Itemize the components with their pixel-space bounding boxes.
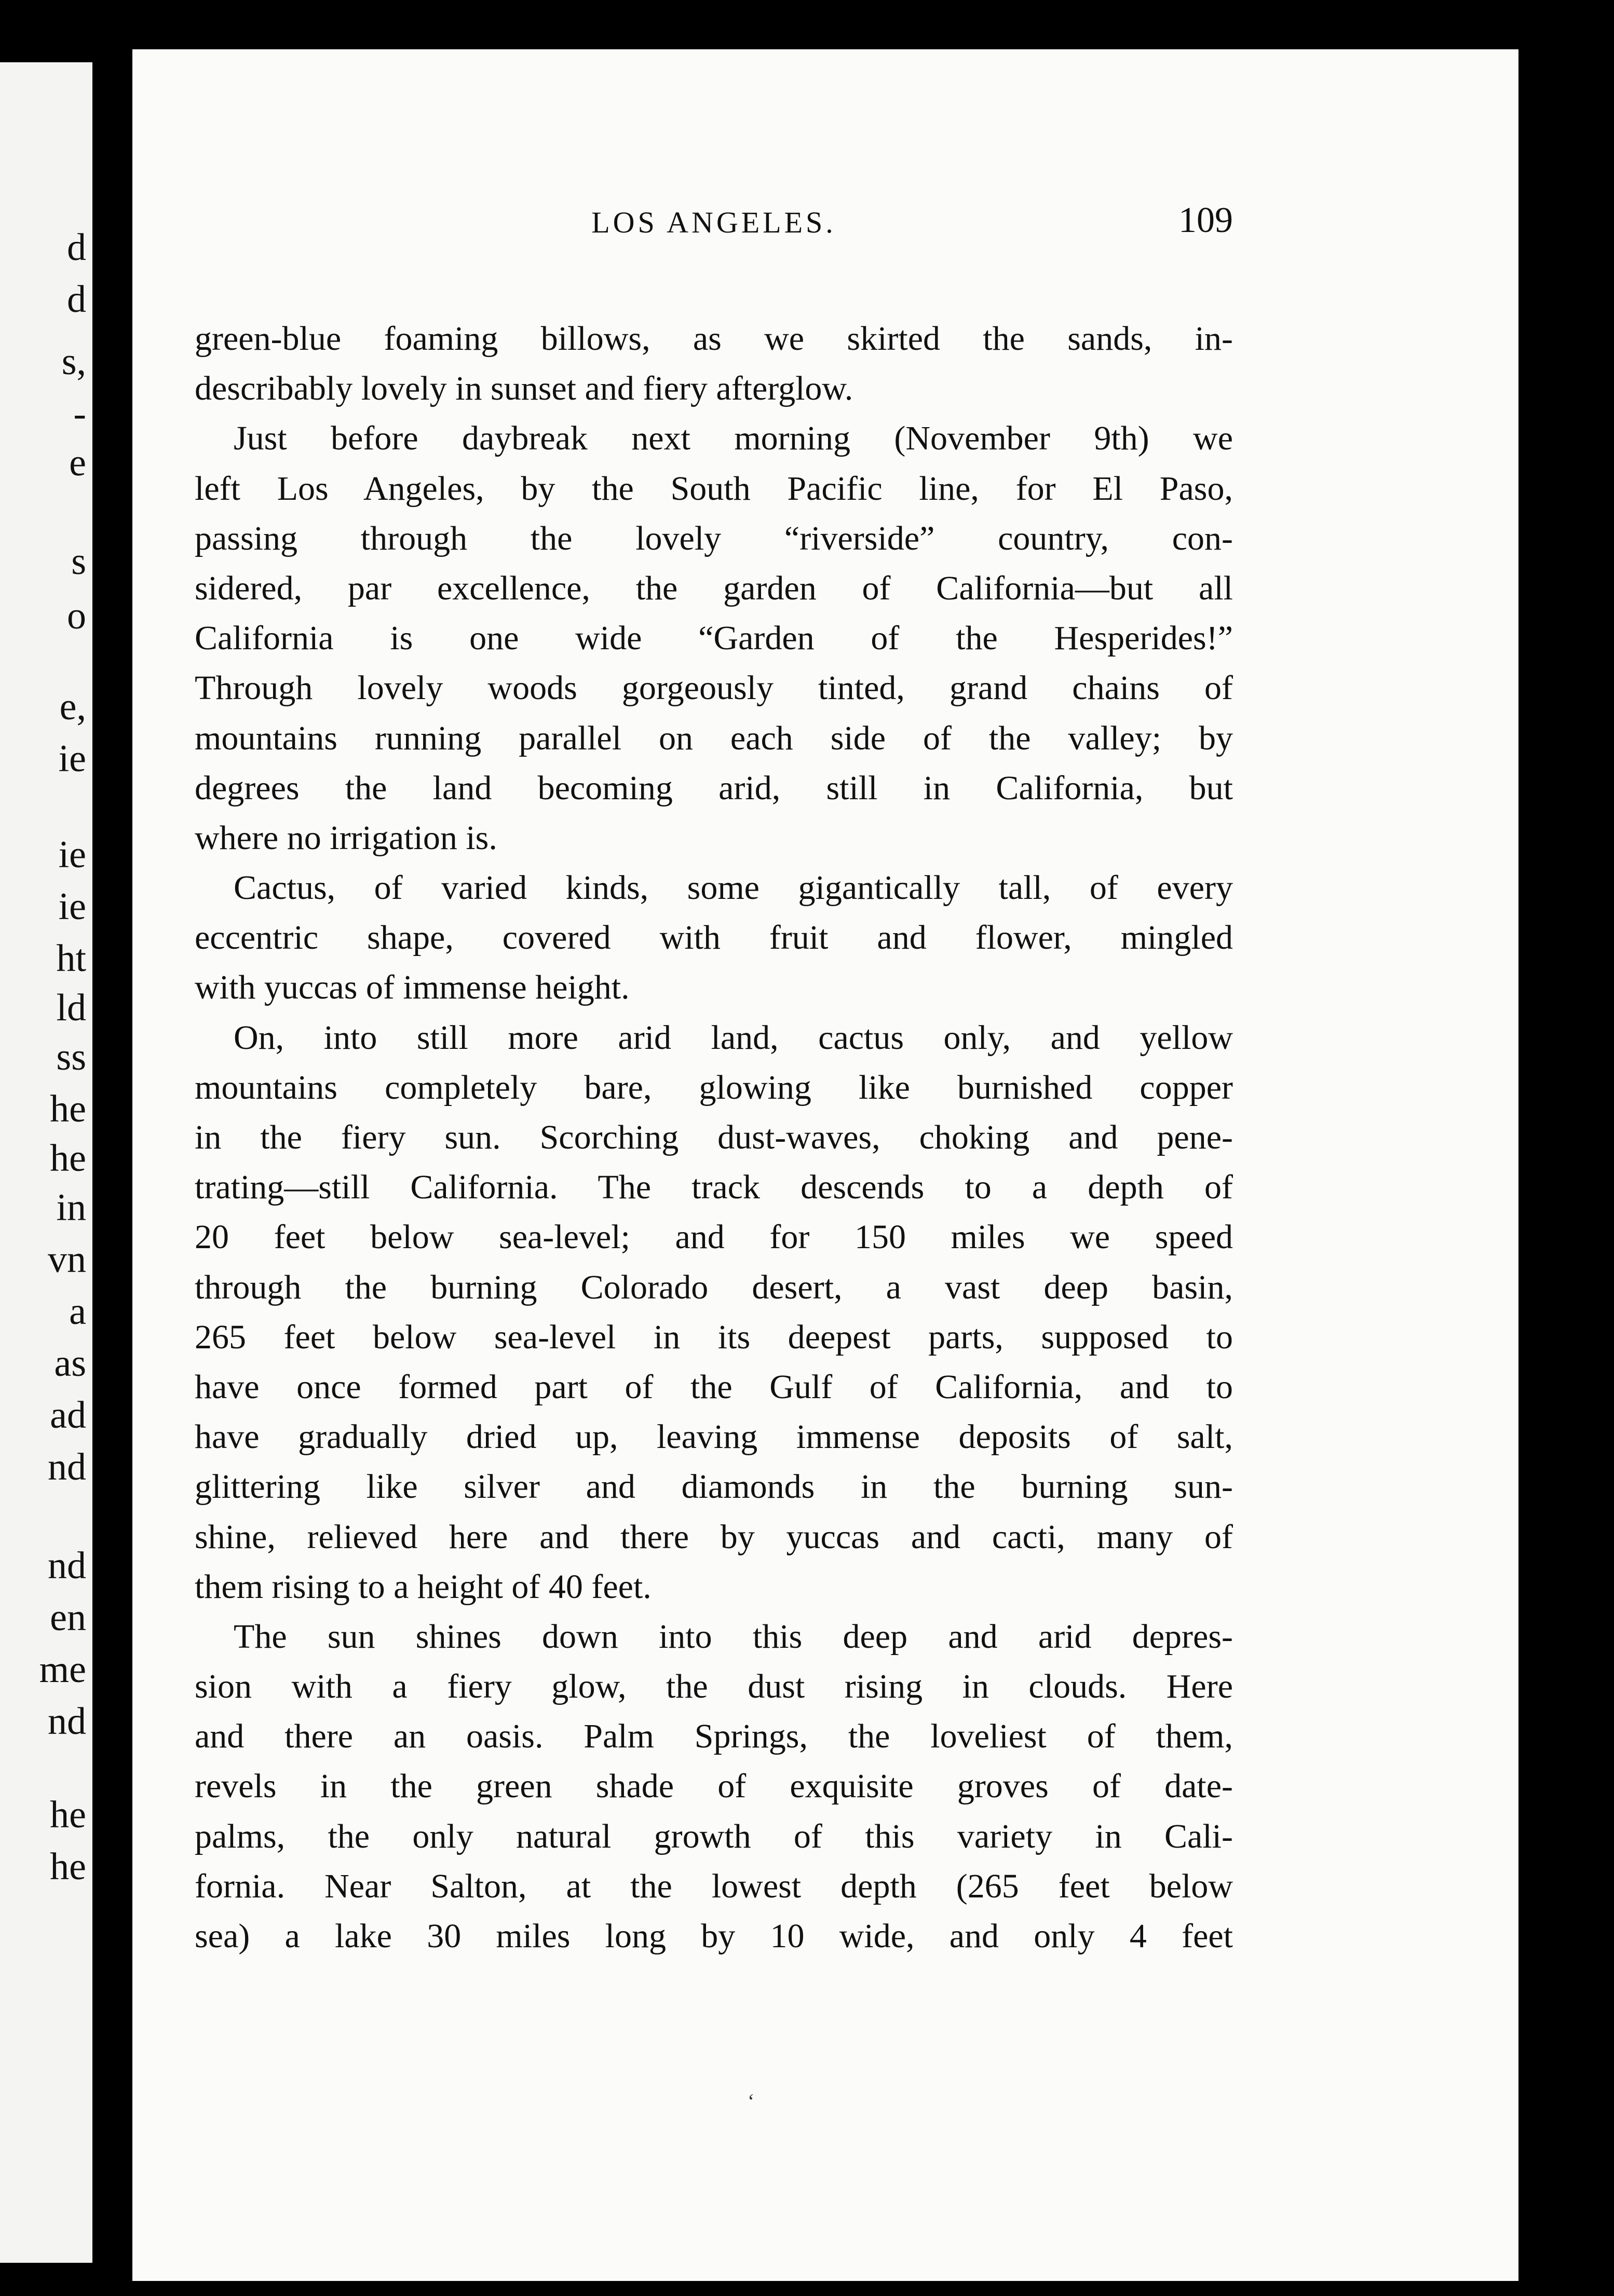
text-line: and there an oasis. Palm Springs, the loveliest of them,: [195, 1717, 1233, 1756]
previous-page-fragment: d: [67, 278, 86, 321]
text-line: Through lovely woods gorgeously tinted, grand chains of: [195, 669, 1233, 707]
previous-page-fragment: en: [50, 1596, 86, 1639]
text-line: in the fiery sun. Scorching dust-waves, choking and pene-: [195, 1118, 1233, 1156]
text-line: California is one wide “Garden of the Hesperides!”: [195, 619, 1233, 658]
text-line: passing through the lovely “riverside” country, con-: [195, 519, 1233, 557]
text-line: describably lovely in sunset and fiery afterglow.: [195, 370, 853, 408]
previous-page-fragment: ht: [56, 937, 86, 980]
paragraph: [195, 1013, 1233, 1612]
text-line: degrees the land becoming arid, still in California, but: [195, 769, 1233, 807]
previous-page-fragment: he: [50, 1088, 86, 1130]
printer-mark: ʻ: [748, 2089, 755, 2113]
page-number: 109: [1178, 200, 1233, 240]
text-line: Cactus, of varied kinds, some gigantically tall, of every: [234, 869, 1233, 907]
text-line: palms, the only natural growth of this variety in Cali-: [195, 1817, 1233, 1855]
text-line: have gradually dried up, leaving immense deposits of salt,: [195, 1418, 1233, 1456]
previous-page-fragment: ld: [56, 987, 86, 1029]
previous-page-fragment: nd: [48, 1545, 86, 1587]
text-line: glittering like silver and diamonds in the burning sun-: [195, 1468, 1233, 1506]
text-line: fornia. Near Salton, at the lowest depth (265 feet below: [195, 1867, 1233, 1905]
text-line: 265 feet below sea-level in its deepest parts, supposed to: [195, 1318, 1233, 1356]
previous-page-fragment: e: [69, 442, 86, 484]
previous-page-fragment: o: [67, 595, 86, 637]
text-line: left Los Angeles, by the South Pacific line, for El Paso,: [195, 469, 1233, 508]
previous-page-edge: [0, 62, 92, 2263]
text-line: trating—still California. The track descends to a depth of: [195, 1168, 1233, 1207]
previous-page-fragment: a: [69, 1290, 86, 1333]
book-page: [132, 49, 1518, 2281]
previous-page-fragment: ie: [58, 737, 86, 780]
text-line: through the burning Colorado desert, a vast deep basin,: [195, 1268, 1233, 1306]
text-line: them rising to a height of 40 feet.: [195, 1567, 652, 1606]
body-text: [195, 314, 1233, 1961]
paragraph: [195, 1612, 1233, 1961]
previous-page-fragment: ad: [50, 1394, 86, 1437]
text-line: The sun shines down into this deep and arid depres-: [234, 1617, 1233, 1656]
text-line: sidered, par excellence, the garden of California—but all: [195, 569, 1233, 607]
previous-page-fragment: s: [71, 540, 86, 583]
paragraph: [195, 314, 1233, 414]
previous-page-fragment: ie: [58, 885, 86, 928]
text-line: sion with a fiery glow, the dust rising in clouds. Here: [195, 1668, 1233, 1706]
text-line: sea) a lake 30 miles long by 10 wide, and only 4 feet: [195, 1917, 1233, 1955]
previous-page-fragment: vn: [48, 1238, 86, 1281]
text-line: shine, relieved here and there by yuccas and cacti, many of: [195, 1518, 1233, 1556]
previous-page-fragment: ie: [58, 833, 86, 876]
previous-page-fragment: nd: [48, 1700, 86, 1743]
previous-page-fragment: -: [73, 392, 86, 435]
text-line: where no irrigation is.: [195, 818, 497, 857]
previous-page-fragment: e,: [59, 686, 86, 728]
previous-page-fragment: in: [56, 1186, 86, 1229]
text-line: Just before daybreak next morning (November 9th) we: [234, 419, 1233, 458]
text-line: 20 feet below sea-level; and for 150 miles we speed: [195, 1218, 1233, 1256]
paragraph: [195, 414, 1233, 863]
text-line: with yuccas of immense height.: [195, 968, 630, 1007]
text-line: On, into still more arid land, cactus only, and yellow: [234, 1018, 1233, 1057]
running-head: [195, 200, 1233, 247]
text-line: mountains running parallel on each side of the valley; by: [195, 719, 1233, 757]
previous-page-fragment: as: [54, 1342, 86, 1385]
text-line: eccentric shape, covered with fruit and flower, mingled: [195, 919, 1233, 957]
previous-page-fragment: ss: [56, 1036, 86, 1078]
text-line: green-blue foaming billows, as we skirted the sands, in-: [195, 320, 1233, 358]
previous-page-fragment: he: [50, 1794, 86, 1836]
text-line: have once formed part of the Gulf of California, and to: [195, 1368, 1233, 1406]
text-line: mountains completely bare, glowing like burnished copper: [195, 1068, 1233, 1106]
previous-page-fragment: d: [67, 226, 86, 269]
previous-page-fragment: s,: [61, 340, 86, 383]
previous-page-fragment: me: [39, 1648, 86, 1691]
previous-page-fragment: nd: [48, 1446, 86, 1488]
previous-page-fragment: he: [50, 1137, 86, 1180]
text-line: revels in the green shade of exquisite groves of date-: [195, 1767, 1233, 1806]
previous-page-fragment: he: [50, 1846, 86, 1888]
paragraph: [195, 863, 1233, 1013]
running-title: LOS ANGELES.: [591, 206, 836, 239]
